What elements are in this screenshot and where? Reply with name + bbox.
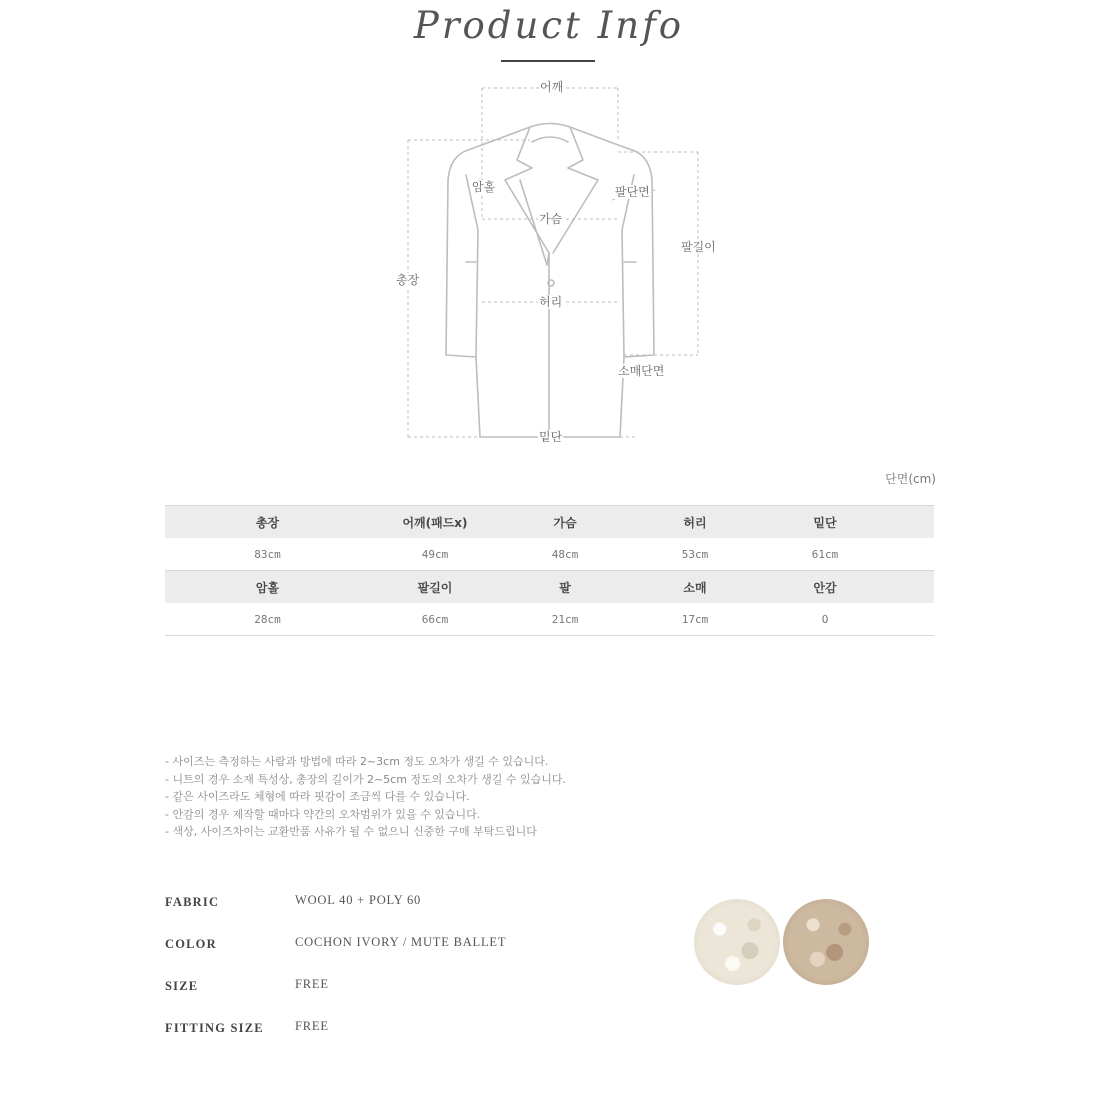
coat-illustration	[0, 0, 1098, 470]
table-header-row	[165, 571, 934, 604]
product-specs	[165, 892, 665, 1060]
note-item: - 안감의 경우 제작할 때마다 약간의 오차범위가 있을 수 있습니다.	[165, 807, 481, 821]
table-header-cell: 가슴	[500, 506, 630, 539]
label-armhole: 암홀	[472, 180, 496, 194]
table-spacer-cell	[890, 506, 934, 539]
table-header-cell: 허리	[630, 506, 760, 539]
table-cell: 28cm	[165, 603, 370, 636]
label-arm-section: 팔단면	[615, 185, 650, 199]
note-item: - 색상, 사이즈차이는 교환반품 사유가 될 수 없으니 신중한 구매 부탁드립니다	[165, 825, 537, 838]
label-total-length: 총장	[396, 273, 420, 287]
size-table	[165, 505, 934, 636]
table-cell: 49cm	[370, 538, 500, 571]
size-notes	[165, 753, 566, 841]
table-cell: 66cm	[370, 603, 500, 636]
table-cell: O	[760, 603, 890, 636]
table-spacer-cell	[890, 538, 934, 571]
table-row	[165, 538, 934, 571]
table-cell: 21cm	[500, 603, 630, 636]
note-item: - 같은 사이즈라도 체형에 따라 핏감이 조금씩 다를 수 있습니다.	[165, 790, 470, 803]
spec-row-fabric	[165, 892, 665, 934]
table-header-cell: 팔	[500, 571, 630, 604]
spec-row-fitting-size	[165, 1018, 665, 1060]
spec-label: SIZE	[165, 979, 199, 993]
spec-label: FABRIC	[165, 895, 220, 909]
label-hem: 밑단	[539, 430, 563, 444]
table-header-cell: 소매	[630, 571, 760, 604]
table-cell: 17cm	[630, 603, 760, 636]
table-spacer-cell	[890, 603, 934, 636]
table-header-cell: 밑단	[760, 506, 890, 539]
page-title: Product Info	[413, 4, 685, 47]
spec-label: COLOR	[165, 937, 217, 951]
color-swatch-mute-ballet	[783, 899, 869, 985]
note-item: - 니트의 경우 소재 특성상, 총장의 길이가 2~5cm 정도의 오차가 생길 수 있습니다.	[165, 772, 567, 786]
spec-label: FITTING SIZE	[165, 1021, 264, 1035]
note-item: - 사이즈는 측정하는 사람과 방법에 따라 2~3cm 정도 오차가 생길 수 있습니다.	[165, 755, 549, 768]
table-header-cell: 팔길이	[370, 571, 500, 604]
spec-value: WOOL 40 + POLY 60	[295, 893, 422, 907]
table-cell: 83cm	[165, 538, 370, 571]
table-cell: 61cm	[760, 538, 890, 571]
spec-value: FREE	[295, 977, 329, 991]
label-waist: 허리	[539, 295, 563, 309]
spec-value: FREE	[295, 1019, 329, 1033]
table-spacer-cell	[890, 571, 934, 604]
table-header-row	[165, 506, 934, 539]
spec-row-size	[165, 976, 665, 1018]
color-swatch-cochon-ivory	[694, 899, 780, 985]
table-header-cell: 어깨(패드x)	[370, 506, 500, 539]
coat-measurement-diagram	[0, 0, 1098, 470]
spec-value: COCHON IVORY / MUTE BALLET	[295, 935, 507, 949]
table-cell: 53cm	[630, 538, 760, 571]
label-shoulder: 어깨	[540, 80, 564, 94]
table-row	[165, 603, 934, 636]
table-cell: 48cm	[500, 538, 630, 571]
spec-row-color	[165, 934, 665, 976]
label-chest: 가슴	[539, 212, 563, 226]
label-cuff-section: 소매단면	[618, 364, 665, 378]
table-header-cell: 총장	[165, 506, 370, 539]
unit-label: 단면(cm)	[885, 472, 936, 486]
table-header-cell: 암홀	[165, 571, 370, 604]
label-sleeve-length: 팔길이	[681, 240, 716, 254]
table-header-cell: 안감	[760, 571, 890, 604]
